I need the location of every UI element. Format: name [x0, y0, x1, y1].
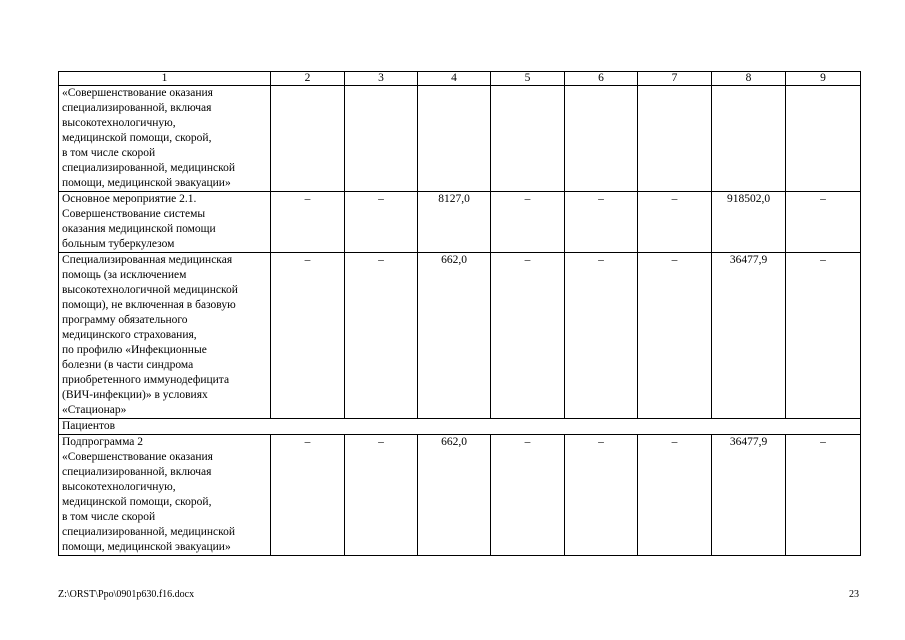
- table-header-row: [59, 72, 861, 86]
- table-cell: [491, 86, 565, 192]
- section-label-cell: Пациентов: [59, 419, 861, 435]
- program-table: [58, 71, 861, 556]
- table-cell: –: [786, 253, 861, 419]
- table-cell: –: [786, 435, 861, 556]
- table-cell: –: [491, 192, 565, 253]
- table-cell: –: [565, 435, 638, 556]
- table-row: [59, 86, 861, 192]
- table-cell: 36477,9: [712, 253, 786, 419]
- column-header: 3: [345, 72, 418, 86]
- row-name-cell: Основное мероприятие 2.1. Совершенствование системы оказания медицинской помощи больным туберкулезом: [59, 192, 271, 253]
- page-number: 23: [849, 589, 859, 600]
- column-header: 8: [712, 72, 786, 86]
- table-cell: [712, 86, 786, 192]
- table-row: [59, 435, 861, 556]
- row-name-cell: Специализированная медицинская помощь (за исключением высокотехнологичной медицинской помощи), не включенная в базовую программу обязательного медицинского страхования, по профилю «Инфекционные болезни (в части синдрома приобретенного иммунодефицита (ВИЧ-инфекции)» в условиях «Стационар»: [59, 253, 271, 419]
- table-cell: –: [345, 435, 418, 556]
- table-cell: 8127,0: [418, 192, 491, 253]
- table-cell: [271, 86, 345, 192]
- table-cell: –: [491, 435, 565, 556]
- table-row: [59, 419, 861, 435]
- column-header: 7: [638, 72, 712, 86]
- table-cell: –: [491, 253, 565, 419]
- table-cell: 36477,9: [712, 435, 786, 556]
- table-cell: –: [271, 435, 345, 556]
- table-cell: –: [638, 253, 712, 419]
- column-header: 6: [565, 72, 638, 86]
- table-cell: 662,0: [418, 435, 491, 556]
- footer-file-path: Z:\ORST\Ppo\0901p630.f16.docx: [58, 589, 195, 600]
- table-cell: 662,0: [418, 253, 491, 419]
- table-cell: [418, 86, 491, 192]
- table-cell: –: [271, 253, 345, 419]
- table-cell: –: [786, 192, 861, 253]
- table-cell: [786, 86, 861, 192]
- table-row: [59, 253, 861, 419]
- table-cell: –: [638, 435, 712, 556]
- column-header: 4: [418, 72, 491, 86]
- table-cell: [638, 86, 712, 192]
- column-header: 1: [59, 72, 271, 86]
- row-name-cell: Подпрограмма 2 «Совершенствование оказания специализированной, включая высокотехнологичную, медицинской помощи, скорой, в том числе скорой специализированной, медицинской помощи, медицинской эвакуации»: [59, 435, 271, 556]
- table-cell: –: [565, 253, 638, 419]
- table-cell: –: [638, 192, 712, 253]
- table-cell: –: [565, 192, 638, 253]
- table-cell: 918502,0: [712, 192, 786, 253]
- table-cell: –: [345, 192, 418, 253]
- table-cell: [345, 86, 418, 192]
- table-cell: –: [271, 192, 345, 253]
- table-cell: [565, 86, 638, 192]
- row-name-cell: «Совершенствование оказания специализированной, включая высокотехнологичную, медицинской помощи, скорой, в том числе скорой специализированной, медицинской помощи, медицинской эвакуации»: [59, 86, 271, 192]
- column-header: 5: [491, 72, 565, 86]
- column-header: 9: [786, 72, 861, 86]
- table-cell: –: [345, 253, 418, 419]
- column-header: 2: [271, 72, 345, 86]
- table-row: [59, 192, 861, 253]
